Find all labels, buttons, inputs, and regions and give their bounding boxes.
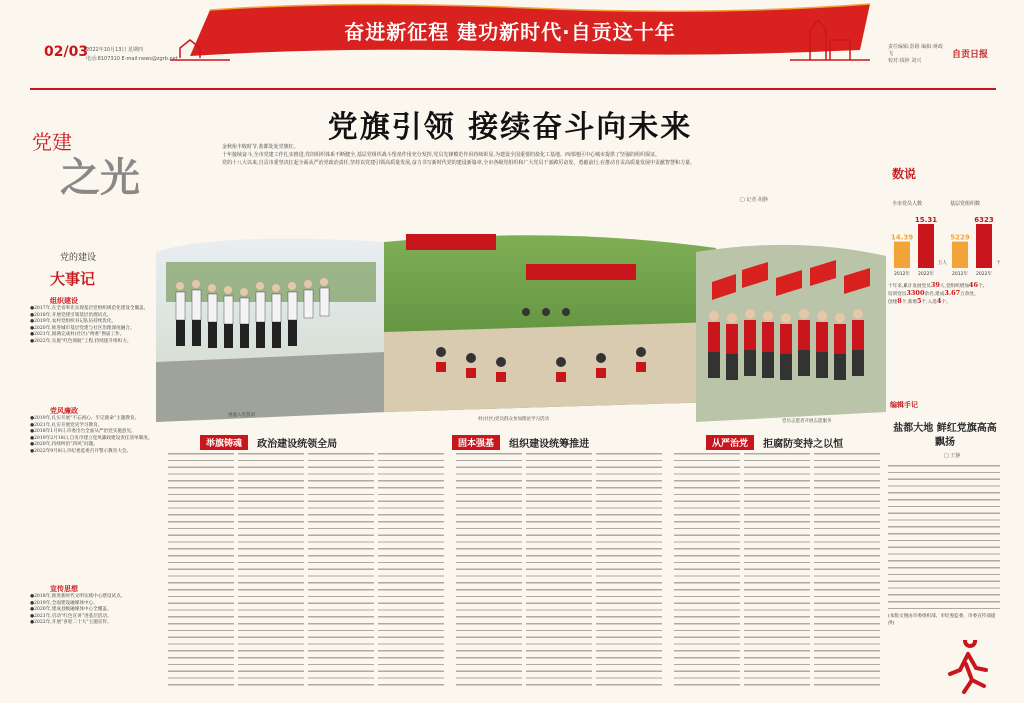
stat-line: 十年来,累计发展党员39人,党组织增加46个。 [888,281,988,289]
stats-bar-charts [888,206,1004,278]
section-tag: 从严治党 [706,435,754,450]
stat-post: 余名 [924,292,934,297]
editor-note-body [888,462,1000,612]
chart-value-label: 5229 [950,233,970,242]
section-tag: 固本强基 [452,435,500,450]
text-column [674,450,740,690]
lead-credit: □ 记者 胡静 [740,197,768,203]
photo-field [384,234,716,412]
text-column [596,450,662,690]
editor-credits [888,44,946,65]
stat-pre: 入选 [927,300,937,305]
chart-bar [976,224,992,268]
proofreader-line: 校对:钱婷 刘兴 [888,58,922,64]
list-item: ●2022年9月8日,市纪委监委召开警示教育大会。 [30,448,132,454]
lead-paragraph: 金秋衔丰收时节,盐都处处党旗红。 [222,144,299,150]
stat-post: 人 [939,284,945,289]
stat-value: 46 [968,281,978,289]
section-tag: 举旗铸魂 [200,435,248,450]
date-line: 2022年10月13日 星期四 [86,47,144,53]
stat-line: 创建8个,新增5个,入选4个。 [888,297,951,305]
chart-category-label: 2022年 [976,272,992,277]
text-column [238,450,304,690]
lead-text [222,143,812,167]
chart-bar [952,242,968,268]
chronicle-heading: 宣传思想 [50,585,78,593]
column-title-bottom: 之光 [60,155,140,201]
chart-bar [918,224,934,268]
article-body [168,450,880,690]
chart-value-label: 15.31 [914,216,938,224]
stat-post: 个 [921,300,927,305]
stat-line: 培训党员3300余名,建成3.67万余处。 [888,289,979,297]
banner-title: 奋进新征程 建功新时代·自贡这十年 [344,20,676,44]
chart-category-label: 2012年 [894,272,910,277]
page-number: 02/03 [44,44,89,60]
text-column [744,450,810,690]
stat-post: 万余处 [960,292,974,297]
list-item: ●2019年,全面建设融媒体中心。 [30,600,98,606]
chart-unit-label: 个 [996,261,1001,266]
stat-value: 8 [897,297,902,305]
list-item: ●2019年2月18日,自贡市建立党风廉政建设责任清单制度。 [30,435,153,441]
chart-value-label: 6323 [974,216,994,224]
stat-pre: 培训党员 [888,292,907,297]
chart-category-label: 2022年 [918,272,934,277]
stat-value: 4 [936,297,942,305]
list-item: ●2022年,实施“红色领航”工程,持续提升组织力。 [30,338,132,344]
editor-note-credit: □ 王静 [944,453,961,459]
stat-value: 5 [917,297,922,305]
list-item: ●2020年,持续纠治“四风”问题。 [30,442,98,448]
chart-bar [894,242,910,268]
list-item: ●2021年,圆满完成村(社区)“两委”换届工作。 [30,332,125,338]
section-title: 政治建设统领全局 [257,439,338,450]
editor-line: 责任编辑:彭路 编辑:蒋政飞 [888,44,943,57]
photo-flags [696,245,886,422]
section-heading [452,432,590,450]
chronicle-subtitle: 党的建设 [60,253,97,263]
column-title-top: 党建 [32,130,72,154]
stat-value: 39 [930,281,940,289]
chronicle-list [30,594,156,627]
header-rule [30,88,996,90]
list-item: ●2018年1月9日,市委出台全面从严治党实施意见。 [30,429,136,435]
chart-title: 基层党组织数 [950,201,981,207]
chronicle-heading: 党风廉政 [50,407,78,415]
list-item: ●2019年,农村党组织书记队伍持续优化。 [30,319,117,325]
photo-caption: 党员志愿者开展志愿服务 [782,419,832,424]
photo-caption: 村(社区)党员群众参加理论学习活动 [478,417,550,422]
text-column [168,450,234,690]
text-column [308,450,374,690]
chronicle-heading: 组织建设 [50,297,78,305]
section-title: 组织建设统筹推进 [509,439,590,450]
masthead: 自贡日报 [952,50,989,60]
text-column [526,450,592,690]
lead-paragraph: 十年接续奋斗,全市党建工作扎实推进,党的组织体系不断健全,基层党组织战斗堡垒作用充分发挥,党员先锋模范作用持续彰显,为建设全国重要的盐化工基地、西部地区中心城市提供了坚强的组织保证。 [222,152,660,158]
list-item: ●2018年,开展党建引领基层治理试点。 [30,312,112,318]
list-item: ●2019年,扎实开展“不忘初心、牢记使命”主题教育。 [30,416,140,421]
contact-line: 电话:8107310 E-mail:news@zgrb.net [86,56,178,62]
list-item: ●2018年,推进新时代文明实践中心建设试点。 [30,594,126,599]
source-note: (本版文图由市委组织部、市纪委监委、市委宣传部提供) [888,614,996,626]
list-item: ●2021年,启动“红色宣讲”进基层活动。 [30,613,112,619]
photo-collage [156,212,886,428]
list-item: ●2022年,开展“喜迎二十大”主题宣传。 [30,620,112,626]
stat-value: 3300 [906,289,925,297]
chart-title: 全市党员人数 [892,201,923,207]
text-column [814,450,880,690]
lead-paragraph: 党的十八大以来,自贡市委坚决扛起全面从严治党政治责任,坚持以党建引领高质量发展,奋力书写新时代党的建设新篇章,全市各级党组织和广大党员干部踔厉奋发、勇毅前行,在推动自贡高质量发展中贡献智慧和力量。 [222,160,695,166]
chronicle-list [30,306,156,346]
data-section-title: 数说 [892,167,917,181]
stat-pre: 十年来,累计发展党员 [888,284,931,289]
chart-value-label: 14.39 [890,233,914,242]
stat-post: 个 [941,300,946,305]
editor-note-title: 盐都大地 鲜红党旗高高飘扬 [893,423,997,448]
text-column [378,450,444,690]
stat-pre: 建成 [935,292,945,297]
stat-value: 3.67 [944,289,961,297]
stats-text [888,282,1000,306]
list-item: ●2020年,推进城市基层党建与社区治理深度融合。 [30,325,135,331]
list-item: ●2020年,建成县级融媒体中心全覆盖。 [30,607,112,613]
photo-oath [156,239,386,422]
chronicle-title: 大事记 [50,270,96,288]
section-heading [200,432,338,450]
list-item: ●2017年,在全省率先实现基层党组织规范化建设全覆盖。 [30,306,149,311]
section-title: 拒腐防变持之以恒 [763,439,844,450]
page-headline: 党旗引领 接续奋斗向未来 [327,110,693,145]
list-item: ●2021年,扎实开展党史学习教育。 [30,422,103,428]
chart-category-label: 2012年 [952,272,968,277]
photo-caption: 重温入党誓词 [228,413,255,418]
text-column [456,450,522,690]
stat-pre: 党组织增加 [945,284,969,289]
stat-pre: 新增 [907,300,918,305]
stat-post: 个 [901,300,907,305]
editor-note-tag: 编辑手记 [890,401,918,409]
runner-illustration [940,640,1000,696]
chronicle-list [30,416,156,456]
section-heading [706,432,844,450]
stat-post: 个 [977,284,983,289]
chart-unit-label: 万人 [938,261,947,266]
stat-pre: 创建 [888,300,898,305]
